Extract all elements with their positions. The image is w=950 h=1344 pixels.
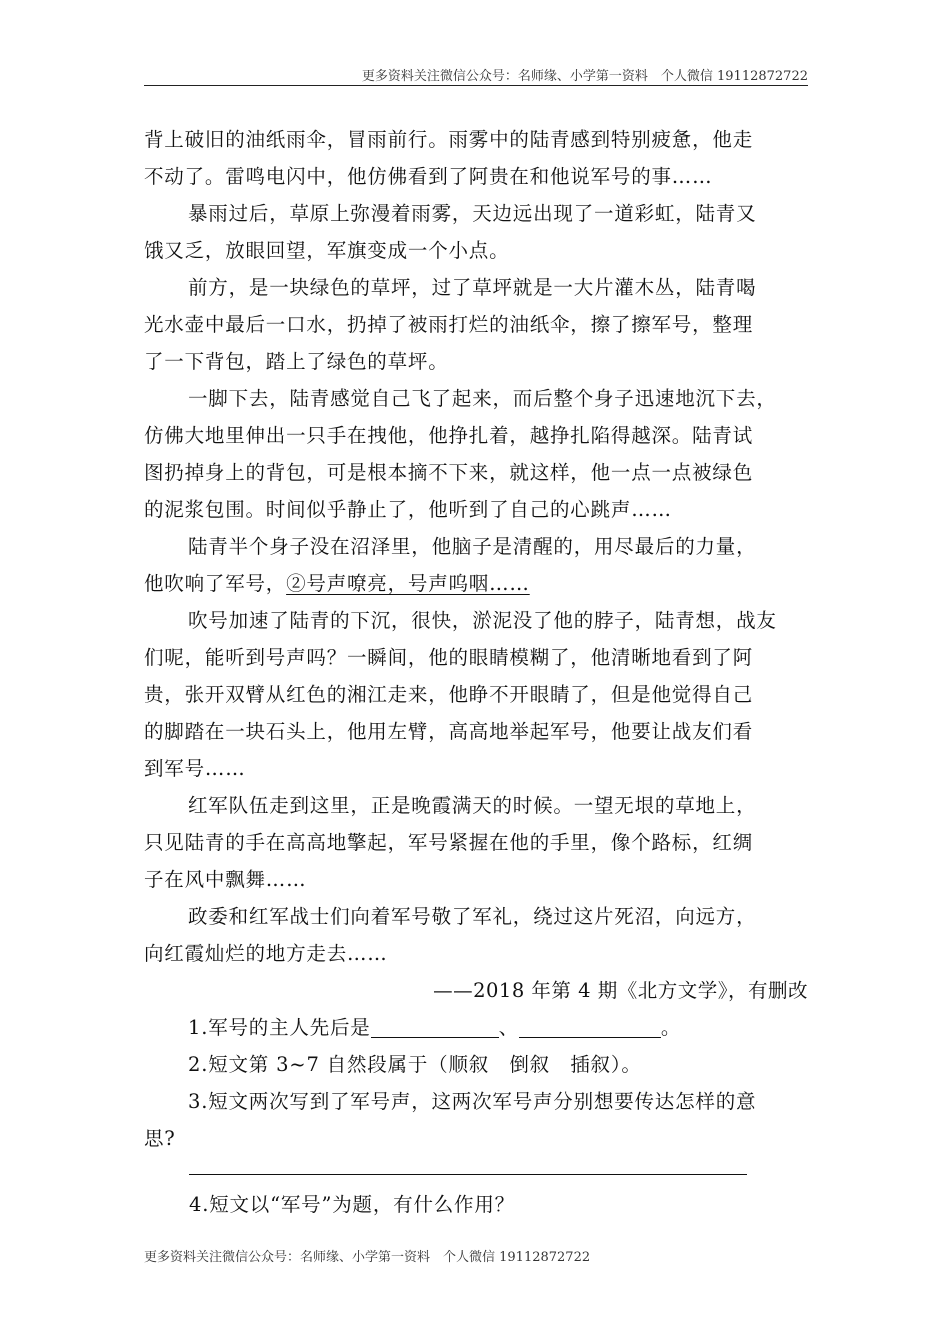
paragraph-line: 不动了。雷鸣电闪中，他仿佛看到了阿贵在和他说军号的事……	[144, 165, 713, 188]
paragraph-line: 只见陆青的手在高高地擎起，军号紧握在他的手里，像个路标，红绸	[144, 831, 754, 854]
underlined-sentence: ②号声嘹亮，号声呜咽……	[286, 572, 530, 595]
paragraph-line: 了一下背包，踏上了绿色的草坪。	[144, 350, 449, 373]
question-4: 4.短文以“军号”为题，有什么作用？	[189, 1193, 515, 1216]
paragraph-line: 们呢，能听到号声吗？一瞬间，他的眼睛模糊了，他清晰地看到了阿	[144, 646, 754, 669]
question-3-continued: 思?	[144, 1127, 176, 1150]
paragraph-line: 政委和红军战士们向着军号敬了军礼，绕过这片死沼，向远方，	[188, 905, 757, 928]
source-citation: ——2018 年第 4 期《北方文学》，有删改	[433, 979, 808, 1002]
paragraph-line: 背上破旧的油纸雨伞，冒雨前行。雨雾中的陆青感到特别疲惫，他走	[144, 128, 754, 151]
paragraph-line: 仿佛大地里伸出一只手在拽他，他挣扎着，越挣扎陷得越深。陆青试	[144, 424, 754, 447]
paragraph-line: 红军队伍走到这里，正是晚霞满天的时候。一望无垠的草地上，	[188, 794, 757, 817]
article-body	[144, 121, 808, 1157]
paragraph-line: 的泥浆包围。时间似乎静止了，他听到了自己的心跳声……	[144, 498, 672, 521]
paragraph-line: 到军号……	[144, 757, 246, 780]
paragraph-line: 向红霞灿烂的地方走去……	[144, 942, 388, 965]
paragraph-line: 子在风中飘舞……	[144, 868, 307, 891]
answer-blank-2[interactable]	[519, 1015, 661, 1038]
paragraph-line: 图扔掉身上的背包，可是根本摘不下来，就这样，他一点一点被绿色	[144, 461, 754, 484]
answer-line[interactable]	[189, 1174, 747, 1175]
page-footer: 更多资料关注微信公众号：名师缘、小学第一资料 个人微信 19112872722	[144, 1250, 591, 1265]
paragraph-line: 饿又乏，放眼回望，军旗变成一个小点。	[144, 239, 510, 262]
question-1-separator: 、	[498, 1016, 519, 1039]
question-2: 2.短文第 3~7 自然段属于（顺叙 倒叙 插叙）。	[188, 1053, 642, 1076]
paragraph-line: 吹号加速了陆青的下沉，很快，淤泥没了他的脖子，陆青想，战友	[188, 609, 777, 632]
paragraph-line: 一脚下去，陆青感觉自己飞了起来，而后整个身子迅速地沉下去，	[188, 387, 777, 410]
paragraph-line	[144, 565, 808, 602]
question-3: 3.短文两次写到了军号声，这两次军号声分别想要传达怎样的意	[188, 1090, 757, 1113]
paragraph-line: 陆青半个身子没在沼泽里，他脑子是清醒的，用尽最后的力量，	[188, 535, 757, 558]
question-1-text: 1.军号的主人先后是	[188, 1016, 371, 1039]
paragraph-text: 他吹响了军号，	[144, 572, 287, 595]
question-1-end: 。	[660, 1016, 682, 1039]
paragraph-line: 的脚踏在一块石头上，他用左臂，高高地举起军号，他要让战友们看	[144, 720, 754, 743]
paragraph-line: 光水壶中最后一口水，扔掉了被雨打烂的油纸伞，擦了擦军号，整理	[144, 313, 754, 336]
question-1	[144, 1009, 808, 1046]
paragraph-line: 贵，张开双臂从红色的湘江走来，他睁不开眼睛了，但是他觉得自己	[144, 683, 754, 706]
answer-blank-1[interactable]	[371, 1015, 499, 1038]
paragraph-line: 前方，是一块绿色的草坪，过了草坪就是一大片灌木丛，陆青喝	[188, 276, 757, 299]
page-header	[144, 63, 808, 86]
header-text: 更多资料关注微信公众号：名师缘、小学第一资料 个人微信 19112872722	[361, 69, 808, 84]
paragraph-line: 暴雨过后，草原上弥漫着雨雾，天边远出现了一道彩虹，陆青又	[188, 202, 757, 225]
